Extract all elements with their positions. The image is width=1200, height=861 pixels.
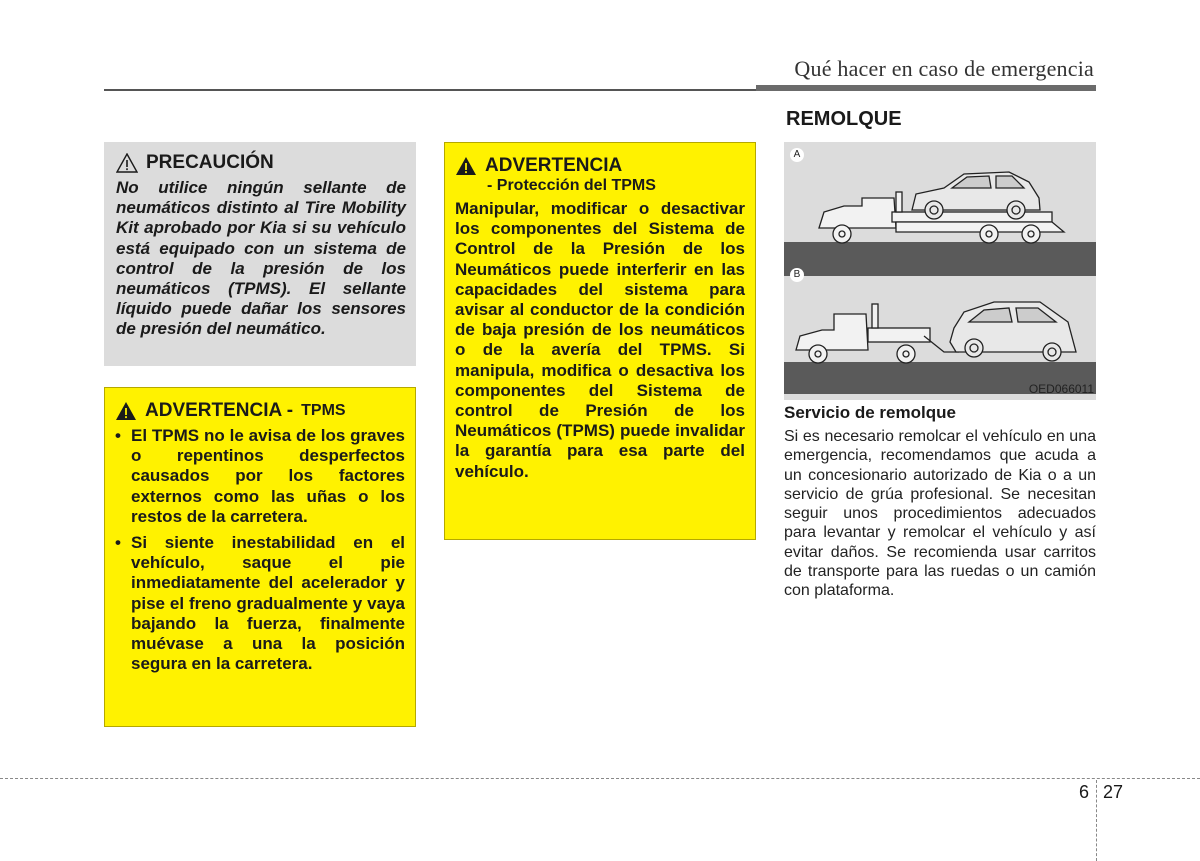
warning-protection-box bbox=[444, 142, 756, 540]
footer-page-divider bbox=[1096, 780, 1097, 861]
warning-protection-text: Manipular, modificar o desactivar los componentes del Sistema de Control de la Presión de los Neumáticos puede interferir en las capacidades del sistema para avisar al conductor de la condición de baja presión de los neumáticos o de la avería del TPMS. Si manipula, modifica o desactiva los componentes del Sistema de control de Presión de los Neumáticos (TPMS) puede invalidar la garantía para esa parte del vehículo. bbox=[455, 199, 745, 481]
precaution-text: No utilice ningún sellante de neumáticos distinto al Tire Mobility Kit aprobado por Kia si su vehículo está equipado con un sistema de control de la presión de los neumáticos (TPMS). El sellante líquido puede dañar los sensores de presión del neumático. bbox=[116, 178, 406, 339]
towing-illustration bbox=[784, 142, 1096, 400]
wheel-lift-truck-icon bbox=[796, 304, 959, 363]
page-header-title: Qué hacer en caso de emergencia bbox=[794, 56, 1094, 81]
precaution-box bbox=[104, 142, 416, 366]
list-item: • Si siente inestabilidad en el vehículo, saque el pie inmediatamente del acelerador y pise el freno gradualmente y vaya bajando la fuerza, finalmente muévase a una la posición segura en la carretera. bbox=[115, 533, 405, 674]
figure-label-b: B bbox=[790, 268, 804, 282]
warning-tpms-box bbox=[104, 387, 416, 727]
warning-protection-subtitle: - Protección del TPMS bbox=[487, 177, 656, 194]
precaution-header bbox=[116, 152, 406, 174]
warning-protection-title: ADVERTENCIA bbox=[485, 155, 623, 176]
warning-icon bbox=[115, 401, 137, 421]
figure-label-a: A bbox=[790, 148, 804, 162]
caution-icon bbox=[116, 153, 138, 173]
warning-tpms-title-suffix: TPMS bbox=[301, 402, 346, 419]
warning-icon bbox=[455, 156, 477, 176]
warning-tpms-title: ADVERTENCIA - bbox=[145, 400, 294, 421]
warning-protection-header bbox=[455, 155, 745, 177]
warning-tpms-list bbox=[115, 426, 405, 674]
towing-figure bbox=[784, 142, 1096, 400]
precaution-title: PRECAUCIÓN bbox=[146, 152, 274, 173]
chapter-number: 6 bbox=[1079, 782, 1090, 802]
towed-car-icon bbox=[950, 302, 1076, 361]
header-divider-accent bbox=[756, 85, 1096, 91]
towing-heading: REMOLQUE bbox=[786, 108, 902, 130]
towing-service-text: Si es necesario remolcar el vehículo en una emergencia, recomendamos que acuda a un concesionario autorizado de Kia o a un servicio de grúa profesional. Se necesitan seguir unos procedimientos adecuados para levantar y remolcar el vehículo y así evitar daños. Se recomienda usar carritos de transporte para las ruedas o un camión con plataforma. bbox=[784, 428, 1096, 600]
page-number: 27 bbox=[1103, 782, 1124, 802]
towing-service-title: Servicio de remolque bbox=[784, 403, 956, 422]
figure-code: OED066011 bbox=[1028, 382, 1094, 396]
list-item: • El TPMS no le avisa de los graves o repentinos desperfectos causados por los factores externos como las uñas o los restos de la carretera. bbox=[115, 426, 405, 527]
footer-divider bbox=[0, 778, 1200, 779]
warning-tpms-header bbox=[115, 400, 405, 422]
